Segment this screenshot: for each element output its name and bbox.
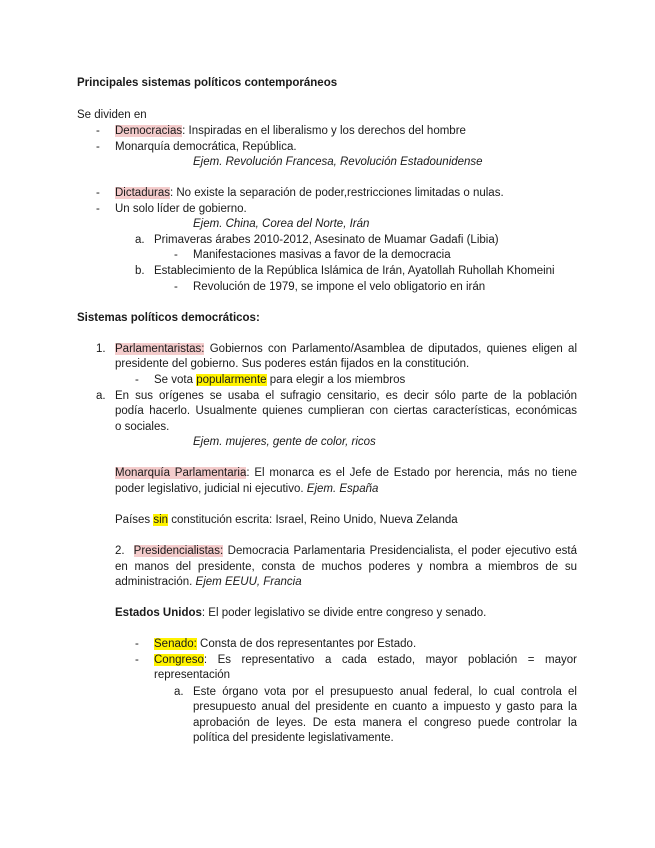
highlight-term: sin <box>153 514 169 526</box>
bullet-dash: - <box>96 187 100 199</box>
paragraph-line: podía hacerlo. Usualmente quienes cumplieran con ciertas características, económicas <box>115 405 577 417</box>
bullet-dash: - <box>96 141 100 153</box>
bullet-dash: - <box>96 125 100 137</box>
example-text: Ejem EEUU, Francia <box>195 576 302 588</box>
paragraph-line: aprobación de leyes. De esta manera el congreso puede controlar la <box>193 717 577 729</box>
paragraph-line: Estados Unidos: El poder legislativo se divide entre congreso y senado. <box>115 607 487 619</box>
example-text: Ejem. China, Corea del Norte, Irán <box>193 218 370 230</box>
bold-term: Estados Unidos <box>115 607 202 619</box>
list-marker: a. <box>174 686 184 698</box>
section-title: Principales sistemas políticos contemporáneos <box>77 77 338 89</box>
bullet-dash: - <box>135 638 139 650</box>
example-text: Ejem. España <box>306 483 379 495</box>
bullet-dash: - <box>96 203 100 215</box>
list-item-monarquia: Monarquía democrática, República. <box>115 141 297 153</box>
intro-text: Se dividen en <box>77 109 147 121</box>
paragraph-line: poder legislativo, judicial ni ejecutivo. Ejem. España <box>115 483 379 495</box>
highlight-term: Congreso <box>154 654 204 666</box>
paragraph-line: Parlamentaristas: Gobiernos con Parlamento/Asamblea de diputados, quienes eligen al <box>115 343 577 355</box>
paragraph-line: representación <box>154 669 231 681</box>
list-item-manifestaciones: Manifestaciones masivas a favor de la democracia <box>193 249 451 261</box>
example-text: Ejem. Revolución Francesa, Revolución Estadounidense <box>193 156 483 168</box>
list-item-democracias: Democracias: Inspiradas en el liberalismo y los derechos del hombre <box>115 125 466 137</box>
list-item-primaveras: Primaveras árabes 2010-2012, Asesinato de Muamar Gadafi (Libia) <box>154 234 499 246</box>
list-item-dictaduras: Dictaduras: No existe la separación de poder,restricciones limitadas o nulas. <box>115 187 504 199</box>
paragraph-line: presupuesto anual del presidente en cuanto a impuesto y gasto para la <box>193 701 577 713</box>
paragraph-line: Países sin constitución escrita: Israel, Reino Unido, Nueva Zelanda <box>115 514 458 526</box>
highlight-term: Monarquía Parlamentaria <box>115 467 247 479</box>
paragraph-line: Este órgano vota por el presupuesto anual federal, lo cual controla el <box>193 686 577 698</box>
list-item-senado: Senado: Consta de dos representantes por Estado. <box>154 638 417 650</box>
paragraph-line: Monarquía Parlamentaria: El monarca es el Jefe de Estado por herencia, más no tiene <box>115 467 577 479</box>
highlight-term: Dictaduras <box>115 187 170 199</box>
list-marker: b. <box>135 265 145 277</box>
highlight-term: Presidencialistas: <box>133 545 224 557</box>
list-item-iran: Establecimiento de la República Islámica de Irán, Ayatollah Ruhollah Khomeini <box>154 265 555 277</box>
list-marker: 1. <box>96 343 106 355</box>
list-marker: a. <box>135 234 145 246</box>
bullet-dash: - <box>135 654 139 666</box>
list-item-vote: Se vota popularmente para elegir a los miembros <box>154 374 406 386</box>
highlight-term: Democracias <box>115 125 183 137</box>
paragraph-line: 2. Presidencialistas: Democracia Parlamentaria Presidencialista, el poder ejecutivo está <box>115 545 578 557</box>
highlight-term: Senado: <box>154 638 197 650</box>
paragraph-line: En sus orígenes se usaba el sufragio censitario, es decir sólo parte de la población <box>115 390 577 402</box>
list-item-revolucion: Revolución de 1979, se impone el velo obligatorio en irán <box>193 281 486 293</box>
list-marker: a. <box>96 390 106 402</box>
list-item-lider: Un solo líder de gobierno. <box>115 203 247 215</box>
paragraph-line: presidente del gobierno. Sus poderes están fijados en la constitución. <box>115 358 470 370</box>
paragraph-line: administración. Ejem EEUU, Francia <box>115 576 302 588</box>
example-text: Ejem. mujeres, gente de color, ricos <box>193 436 376 448</box>
paragraph-line: o sociales. <box>115 421 170 433</box>
highlight-term: popularmente <box>196 374 267 386</box>
bullet-dash: - <box>174 281 178 293</box>
highlight-term: Parlamentaristas: <box>115 343 205 355</box>
list-marker: 2. <box>115 545 125 557</box>
paragraph-line: política del presidente legislativamente. <box>193 732 394 744</box>
list-item-congreso: Congreso: Es representativo a cada estado, mayor población = mayor <box>154 654 577 666</box>
bullet-dash: - <box>174 249 178 261</box>
bullet-dash: - <box>135 374 139 386</box>
section-title: Sistemas políticos democráticos: <box>77 312 260 324</box>
paragraph-line: en manos del presidente, consta de muchos poderes y nombra a miembros de su <box>115 561 577 573</box>
